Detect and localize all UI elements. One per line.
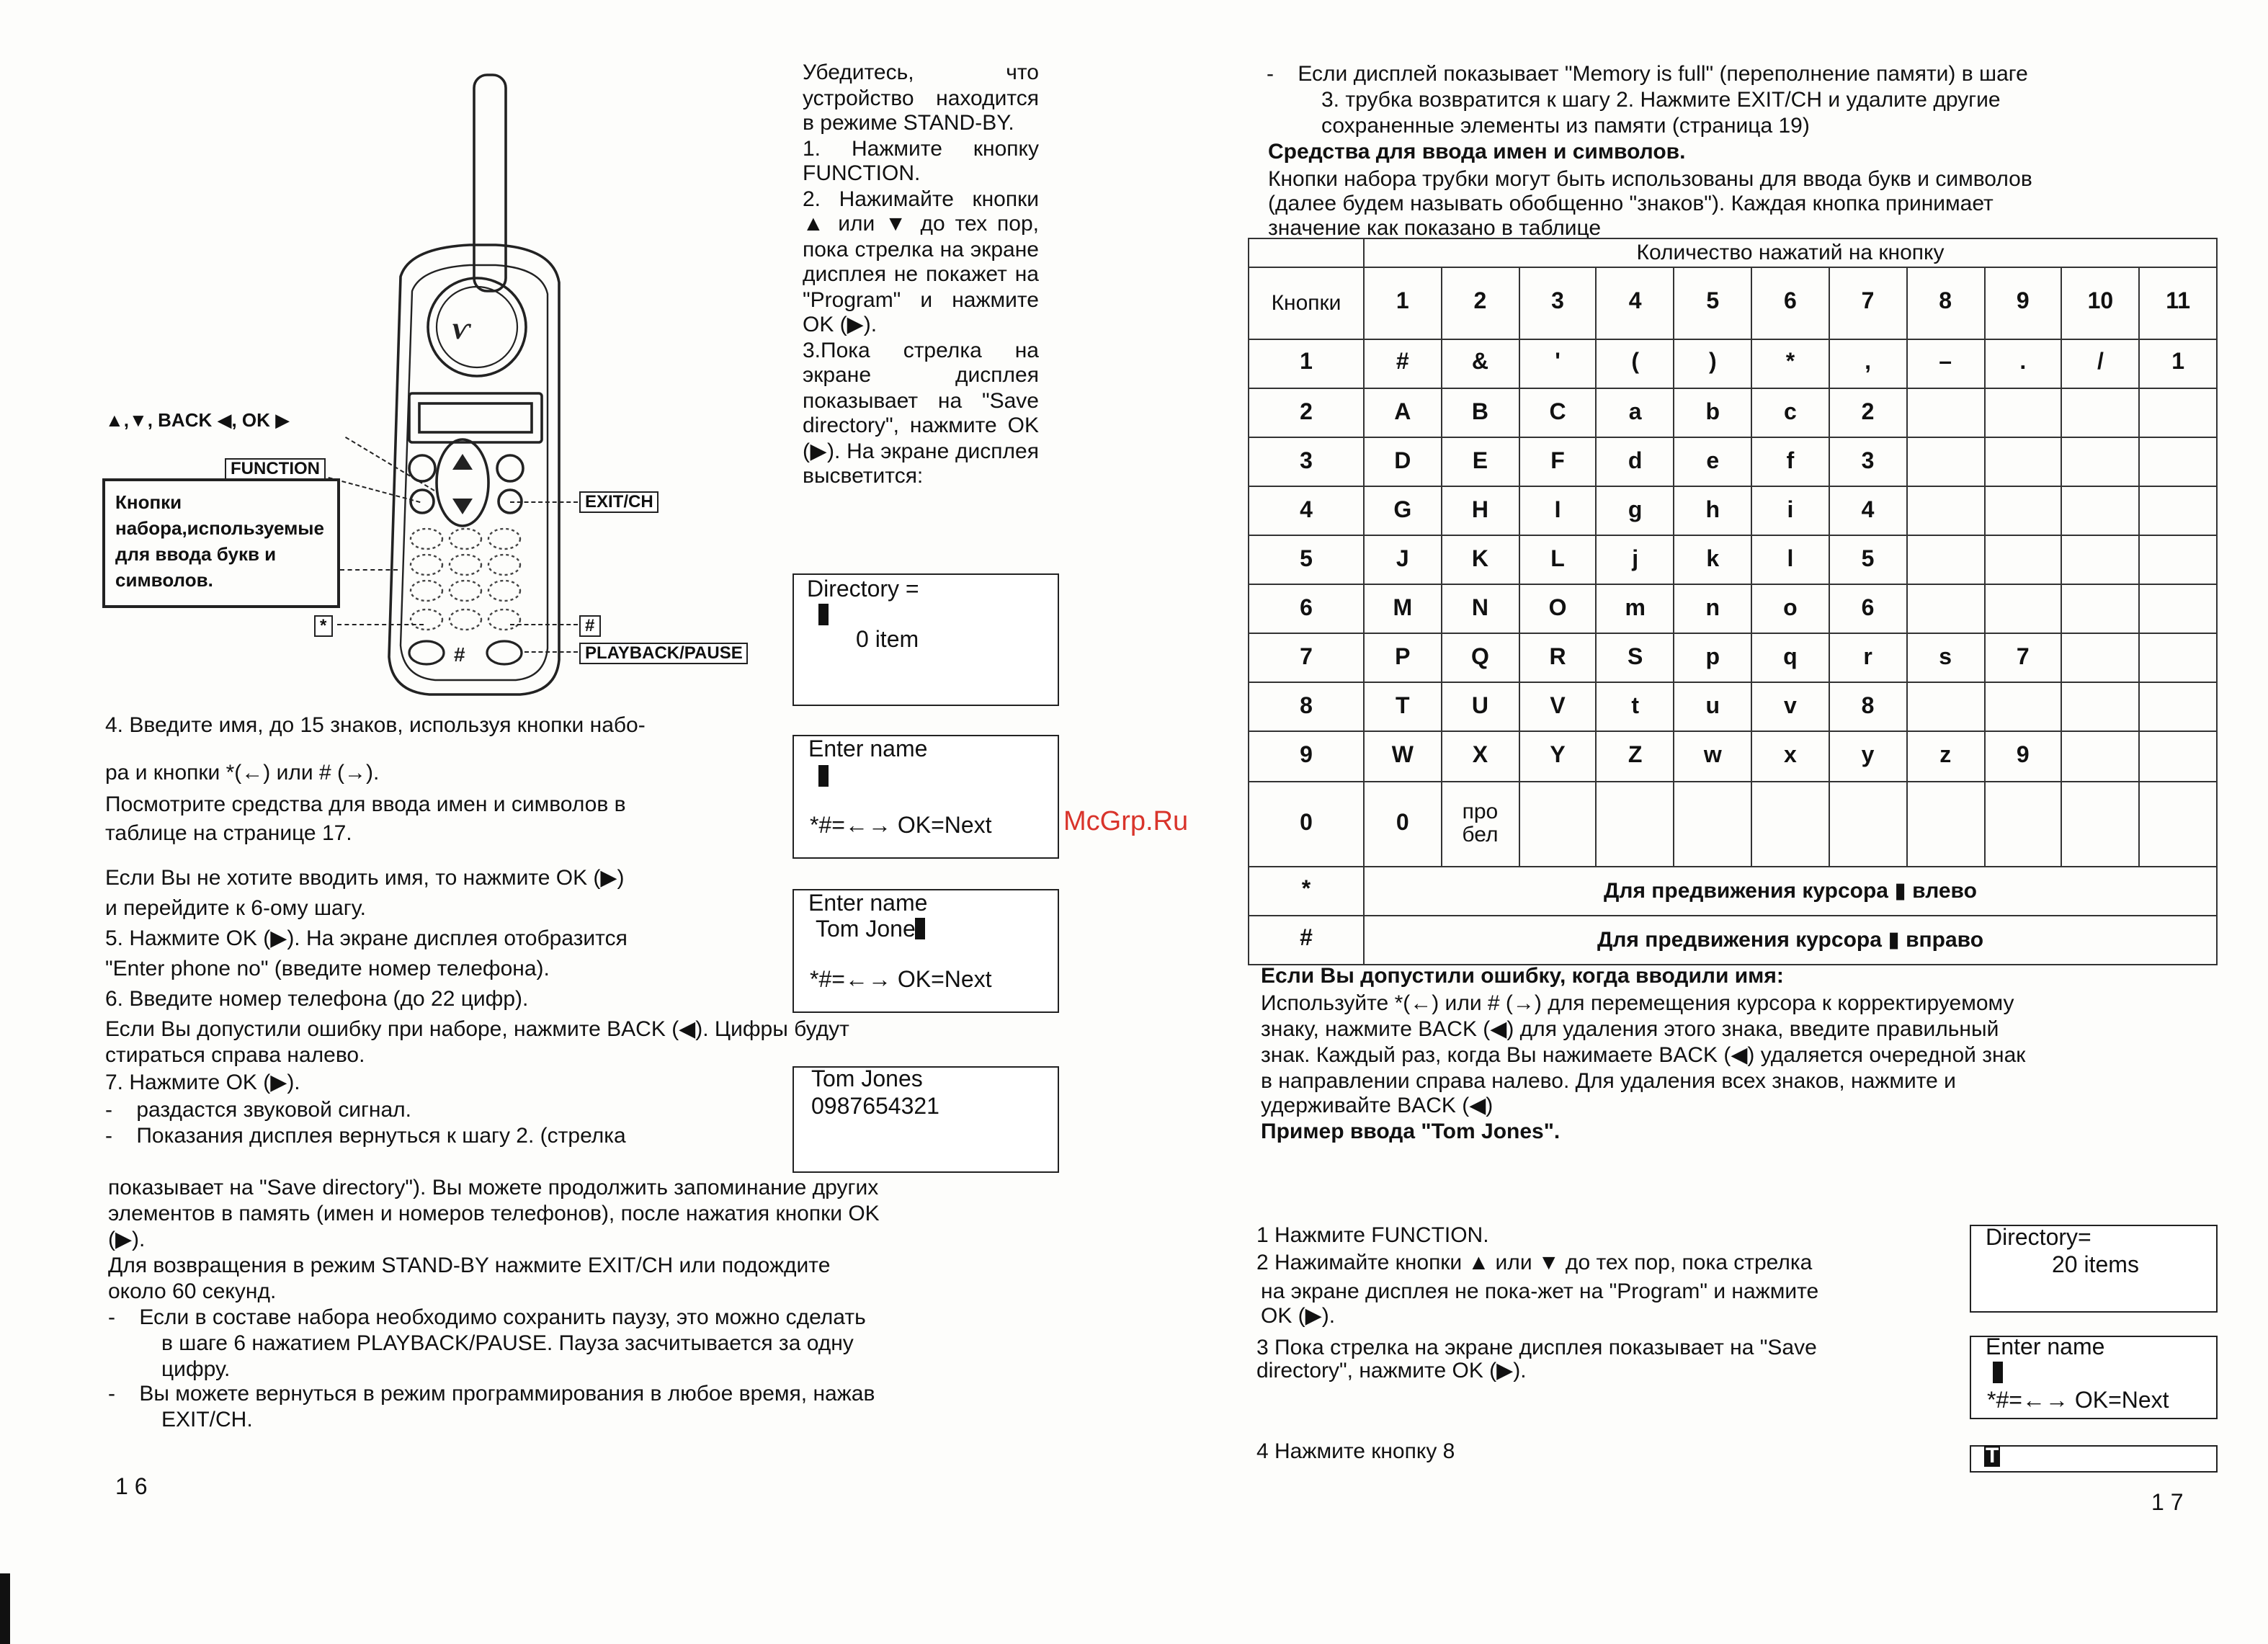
body-line: Для возвращения в режим STAND-BY нажмите EXIT/CH или подождите	[108, 1254, 831, 1278]
char-cell: V	[1519, 683, 1597, 732]
char-cell: u	[1674, 683, 1752, 732]
char-cell: ,	[1829, 339, 1907, 388]
cursor-right-row: Для предвижения курсора ▮ вправо	[1364, 916, 2217, 965]
char-cell: 9	[1984, 732, 2062, 781]
body-line: ра и кнопки *(←) или # (→).	[105, 761, 380, 785]
char-cell: 8	[1829, 683, 1907, 732]
char-cell	[2139, 388, 2217, 437]
step-3: 3.Пока стрелка на экране дисплея показывает на "Save directory", нажмите OK (▶). На экране дисплея высветится:	[803, 338, 1039, 488]
table-corner	[1249, 238, 1364, 267]
char-cell: e	[1674, 437, 1752, 486]
character-table-body	[1249, 339, 2217, 867]
lcd-line: 0987654321	[811, 1095, 939, 1120]
char-cell	[1984, 781, 2062, 867]
char-cell: A	[1364, 388, 1442, 437]
star-key-leader	[337, 624, 424, 625]
char-cell: –	[1906, 339, 1984, 388]
lcd-line: Directory=	[1986, 1226, 2091, 1251]
press-count: 8	[1906, 267, 1984, 339]
press-count: 5	[1674, 267, 1752, 339]
char-cell: Y	[1519, 732, 1597, 781]
char-cell: 6	[1829, 585, 1907, 634]
char-cell: r	[1829, 634, 1907, 683]
body-line: 4. Введите имя, до 15 знаков, используя кнопки набо-	[105, 713, 646, 738]
char-cell: i	[1751, 486, 1829, 535]
example-step: OK (▶).	[1261, 1304, 1336, 1328]
body-line: Посмотрите средства для ввода имен и символов в	[105, 792, 626, 817]
char-cell	[1906, 683, 1984, 732]
memory-full-note: сохраненные элементы из памяти (страница 19)	[1321, 114, 1810, 138]
press-count: 10	[2062, 267, 2140, 339]
example-step: 4 Нажмите кнопку 8	[1256, 1439, 1455, 1464]
char-cell: T	[1364, 683, 1442, 732]
section-text: (далее будем называть обобщенно "знаков"). Каждая кнопка принимает	[1268, 192, 1994, 216]
example-title: Пример ввода "Tom Jones".	[1261, 1120, 1561, 1144]
char-cell: a	[1597, 388, 1674, 437]
char-cell: h	[1674, 486, 1752, 535]
char-cell: K	[1442, 535, 1519, 584]
memory-full-note: - Если дисплей показывает "Memory is full" (переполнение памяти) в шаге	[1267, 62, 2028, 86]
body-line: и перейдите к 6-ому шагу.	[105, 896, 366, 921]
body-line: - Показания дисплея вернуться к шагу 2. (стрелка	[105, 1124, 626, 1148]
page-number-left: 1 6	[115, 1475, 148, 1500]
lcd-line: Tom Jones	[811, 1068, 923, 1092]
table-row	[1249, 867, 2217, 916]
dial-keys-callout: Кнопки набора,используемые для ввода букв и символов.	[102, 478, 340, 608]
char-cell: P	[1364, 634, 1442, 683]
char-cell	[1906, 486, 1984, 535]
table-row	[1249, 437, 2217, 486]
cordless-phone-illustration	[326, 58, 571, 706]
char-cell	[2062, 683, 2140, 732]
body-line: 5. Нажмите OK (▶). На экране дисплея отобразится	[105, 926, 628, 951]
char-cell	[2062, 585, 2140, 634]
char-cell: S	[1597, 634, 1674, 683]
body-line: (▶).	[108, 1228, 146, 1252]
body-line: цифру.	[161, 1357, 231, 1382]
lcd-example-enter-name	[1970, 1336, 2218, 1419]
lcd-cursor	[1993, 1362, 2003, 1383]
lcd-screen-directory	[793, 573, 1059, 706]
body-line: 7. Нажмите OK (▶).	[105, 1071, 300, 1095]
lcd-cursor	[818, 604, 829, 625]
memory-full-note: 3. трубка возвратится к шагу 2. Нажмите EXIT/CH и удалите другие	[1321, 88, 2001, 112]
keys-header: Кнопки	[1249, 267, 1364, 339]
lcd-screen-tom-jone	[793, 889, 1059, 1013]
char-cell	[2062, 535, 2140, 584]
svg-text:ѵ: ѵ	[452, 311, 470, 346]
lcd-line: 0 item	[856, 628, 919, 653]
key-cell: 1	[1249, 339, 1364, 388]
cursor-left-row: Для предвижения курсора ▮ влево	[1364, 867, 2217, 916]
body-line: показывает на "Save directory"). Вы можете продолжить запоминание других	[108, 1176, 879, 1200]
char-cell	[2139, 585, 2217, 634]
section-text: значение как показано в таблице	[1268, 216, 1602, 241]
char-cell	[2139, 781, 2217, 867]
error-title: Если Вы допустили ошибку, когда вводили имя:	[1261, 964, 1784, 988]
char-cell	[1984, 683, 2062, 732]
lcd-cursor	[818, 765, 829, 787]
key-cell: 6	[1249, 585, 1364, 634]
char-cell: j	[1597, 535, 1674, 584]
table-row	[1249, 486, 2217, 535]
char-cell	[1984, 486, 2062, 535]
char-cell	[2062, 388, 2140, 437]
char-cell	[1984, 437, 2062, 486]
table-row	[1249, 388, 2217, 437]
lcd-cursor-char: T	[1986, 1444, 1999, 1468]
char-cell	[1906, 388, 1984, 437]
lcd-line: Enter name	[1986, 1336, 2105, 1360]
lcd-line: Directory =	[807, 578, 919, 602]
char-cell: '	[1519, 339, 1597, 388]
char-cell	[2139, 634, 2217, 683]
error-text: знаку, нажмите BACK (◀) для удаления этого знака, введите правильный	[1261, 1017, 1999, 1042]
body-line: "Enter phone no" (введите номер телефона).	[105, 957, 550, 981]
char-cell: q	[1751, 634, 1829, 683]
key-cell: 3	[1249, 437, 1364, 486]
body-line: EXIT/CH.	[161, 1408, 253, 1432]
press-count: 2	[1442, 267, 1519, 339]
char-cell	[1984, 585, 2062, 634]
body-line: - Вы можете вернуться в режим программирования в любое время, нажав	[108, 1382, 875, 1406]
char-cell	[1984, 535, 2062, 584]
section-title: Средства для ввода имен и символов.	[1268, 140, 1686, 164]
lcd-line: *#=←→ OK=Next	[810, 814, 992, 839]
char-cell: m	[1597, 585, 1674, 634]
char-cell: D	[1364, 437, 1442, 486]
nav-keys-label: ▲,▼, BACK ◀, OK ▶	[105, 409, 290, 431]
binding-mark	[0, 1573, 10, 1644]
key-cell: 8	[1249, 683, 1364, 732]
key-cell: 5	[1249, 535, 1364, 584]
lcd-line: *#=←→ OK=Next	[1987, 1389, 2169, 1413]
body-line: 6. Введите номер телефона (до 22 цифр).	[105, 987, 529, 1011]
char-cell	[1674, 781, 1752, 867]
playback-pause-label: PLAYBACK/PAUSE	[579, 643, 749, 664]
char-cell: f	[1751, 437, 1829, 486]
character-table-container	[1248, 238, 2218, 965]
lcd-line: 20 items	[2052, 1254, 2139, 1278]
char-cell: z	[1906, 732, 1984, 781]
body-line: в шаге 6 нажатием PLAYBACK/PAUSE. Пауза засчитывается за одну	[161, 1331, 854, 1356]
press-count: 7	[1829, 267, 1907, 339]
char-cell: (	[1597, 339, 1674, 388]
char-cell: про бел	[1442, 781, 1519, 867]
key-cell: *	[1249, 867, 1364, 916]
body-line: - раздастся звуковой сигнал.	[105, 1098, 411, 1122]
char-cell: 1	[2139, 339, 2217, 388]
char-cell	[2062, 437, 2140, 486]
char-cell: B	[1442, 388, 1519, 437]
char-cell: I	[1519, 486, 1597, 535]
char-cell	[1906, 535, 1984, 584]
char-cell	[2139, 437, 2217, 486]
lcd-line: *#=←→ OK=Next	[810, 968, 992, 993]
char-cell: w	[1674, 732, 1752, 781]
char-cell: Z	[1597, 732, 1674, 781]
body-line: стираться справа налево.	[105, 1043, 365, 1068]
char-cell: /	[2062, 339, 2140, 388]
press-count-header: Количество нажатий на кнопку	[1364, 238, 2217, 267]
char-cell: C	[1519, 388, 1597, 437]
press-count: 3	[1519, 267, 1597, 339]
char-cell: l	[1751, 535, 1829, 584]
char-cell	[1597, 781, 1674, 867]
error-text: удерживайте BACK (◀)	[1261, 1094, 1494, 1118]
char-cell: 3	[1829, 437, 1907, 486]
step-standby: Убедитесь, что устройство находится в режиме STAND-BY.	[803, 61, 1039, 135]
key-cell: 7	[1249, 634, 1364, 683]
char-cell: G	[1364, 486, 1442, 535]
char-cell	[2139, 486, 2217, 535]
key-cell: 4	[1249, 486, 1364, 535]
press-count: 11	[2139, 267, 2217, 339]
char-cell: &	[1442, 339, 1519, 388]
char-cell: J	[1364, 535, 1442, 584]
char-cell	[2139, 732, 2217, 781]
key-cell: 9	[1249, 732, 1364, 781]
exit-ch-leader	[510, 501, 578, 503]
char-cell: F	[1519, 437, 1597, 486]
char-cell: 4	[1829, 486, 1907, 535]
press-count: 1	[1364, 267, 1442, 339]
star-key-label: *	[314, 615, 332, 637]
body-line: таблице на странице 17.	[105, 821, 352, 846]
char-cell: L	[1519, 535, 1597, 584]
char-cell	[1906, 781, 1984, 867]
char-cell	[2062, 781, 2140, 867]
char-cell: 0	[1364, 781, 1442, 867]
press-count: 9	[1984, 267, 2062, 339]
error-text: Используйте *(←) или # (→) для перемещения курсора к корректируемому	[1261, 991, 2014, 1016]
lcd-screen-tom-jones	[793, 1066, 1059, 1173]
char-cell	[1519, 781, 1597, 867]
char-cell: M	[1364, 585, 1442, 634]
char-cell	[2062, 634, 2140, 683]
char-cell: #	[1364, 339, 1442, 388]
lcd-example-directory	[1970, 1225, 2218, 1313]
char-cell: W	[1364, 732, 1442, 781]
char-cell: X	[1442, 732, 1519, 781]
hash-key-leader	[510, 624, 578, 625]
step-1: 1. Нажмите кнопку FUNCTION.	[803, 136, 1039, 186]
playback-leader	[524, 651, 578, 653]
char-cell	[1906, 437, 1984, 486]
hash-key-label: #	[579, 615, 600, 637]
example-step: 3 Пока стрелка на экране дисплея показывает на "Save	[1256, 1336, 1817, 1360]
char-cell: t	[1597, 683, 1674, 732]
example-step: 1 Нажмите FUNCTION.	[1256, 1223, 1489, 1248]
char-cell	[2139, 535, 2217, 584]
char-cell: y	[1829, 732, 1907, 781]
table-row	[1249, 267, 2217, 339]
table-row	[1249, 585, 2217, 634]
char-cell: d	[1597, 437, 1674, 486]
char-cell: b	[1674, 388, 1752, 437]
body-line: элементов в память (имен и номеров телефонов), после нажатия кнопки OK	[108, 1202, 880, 1226]
character-table	[1248, 238, 2218, 965]
lcd-cursor	[916, 918, 926, 939]
char-cell: N	[1442, 585, 1519, 634]
table-row	[1249, 781, 2217, 867]
char-cell: 5	[1829, 535, 1907, 584]
char-cell: x	[1751, 732, 1829, 781]
char-cell: O	[1519, 585, 1597, 634]
procedure-steps	[803, 61, 1039, 489]
char-cell: 7	[1984, 634, 2062, 683]
lcd-example-key8	[1970, 1445, 2218, 1473]
table-row	[1249, 238, 2217, 267]
char-cell	[1984, 388, 2062, 437]
char-cell	[2062, 486, 2140, 535]
body-line: - Если в составе набора необходимо сохранить паузу, это можно сделать	[108, 1305, 866, 1330]
press-count: 6	[1751, 267, 1829, 339]
char-cell: n	[1674, 585, 1752, 634]
lcd-line: Tom Jone	[816, 918, 916, 942]
char-cell: o	[1751, 585, 1829, 634]
char-cell: p	[1674, 634, 1752, 683]
key-cell: #	[1249, 916, 1364, 965]
char-cell	[1751, 781, 1829, 867]
watermark: McGrp.Ru	[1063, 807, 1189, 837]
example-step: 2 Нажимайте кнопки ▲ или ▼ до тех пор, пока стрелка	[1256, 1251, 1813, 1275]
exit-ch-label: EXIT/CH	[579, 491, 659, 513]
error-text: знак. Каждый раз, когда Вы нажимаете BACK (◀) удаляется очередной знак	[1261, 1043, 2026, 1068]
lcd-line: Enter name	[808, 892, 928, 916]
example-step: directory", нажмите OK (▶).	[1256, 1359, 1527, 1383]
key-cell: 2	[1249, 388, 1364, 437]
section-text: Кнопки набора трубки могут быть использованы для ввода букв и символов	[1268, 167, 2032, 192]
char-cell: H	[1442, 486, 1519, 535]
char-cell	[1829, 781, 1907, 867]
char-cell: U	[1442, 683, 1519, 732]
char-cell: v	[1751, 683, 1829, 732]
char-cell: Q	[1442, 634, 1519, 683]
table-row	[1249, 683, 2217, 732]
char-cell: g	[1597, 486, 1674, 535]
table-row	[1249, 339, 2217, 388]
lcd-line: Enter name	[808, 738, 928, 762]
example-step: на экране дисплея не пока-жет на "Program" и нажмите	[1261, 1279, 1819, 1304]
char-cell	[2062, 732, 2140, 781]
char-cell: .	[1984, 339, 2062, 388]
error-text: в направлении справа налево. Для удаления всех знаков, нажмите и	[1261, 1069, 1956, 1094]
char-cell	[2139, 683, 2217, 732]
key-cell: 0	[1249, 781, 1364, 867]
char-cell: )	[1674, 339, 1752, 388]
char-cell: E	[1442, 437, 1519, 486]
step-2: 2. Нажимайте кнопки ▲ или ▼ до тех пор, пока стрелка на экране дисплея не покажет на "Program" и нажмите OK (▶).	[803, 187, 1039, 337]
press-count: 4	[1597, 267, 1674, 339]
lcd-screen-enter-name	[793, 735, 1059, 859]
table-row	[1249, 916, 2217, 965]
dial-keys-leader	[340, 569, 398, 571]
table-row	[1249, 732, 2217, 781]
char-cell: c	[1751, 388, 1829, 437]
svg-text:#: #	[454, 643, 465, 666]
char-cell: 2	[1829, 388, 1907, 437]
body-line: около 60 секунд.	[108, 1279, 277, 1304]
char-cell: R	[1519, 634, 1597, 683]
body-line: Если Вы допустили ошибку при наборе, нажмите BACK (◀). Цифры будут	[105, 1017, 849, 1042]
char-cell: s	[1906, 634, 1984, 683]
body-line: Если Вы не хотите вводить имя, то нажмите OK (▶)	[105, 866, 625, 890]
table-row	[1249, 634, 2217, 683]
table-row	[1249, 535, 2217, 584]
char-cell: k	[1674, 535, 1752, 584]
function-label: FUNCTION	[225, 458, 326, 480]
page-number-right: 1 7	[2151, 1491, 2184, 1516]
char-cell	[1906, 585, 1984, 634]
char-cell: *	[1751, 339, 1829, 388]
